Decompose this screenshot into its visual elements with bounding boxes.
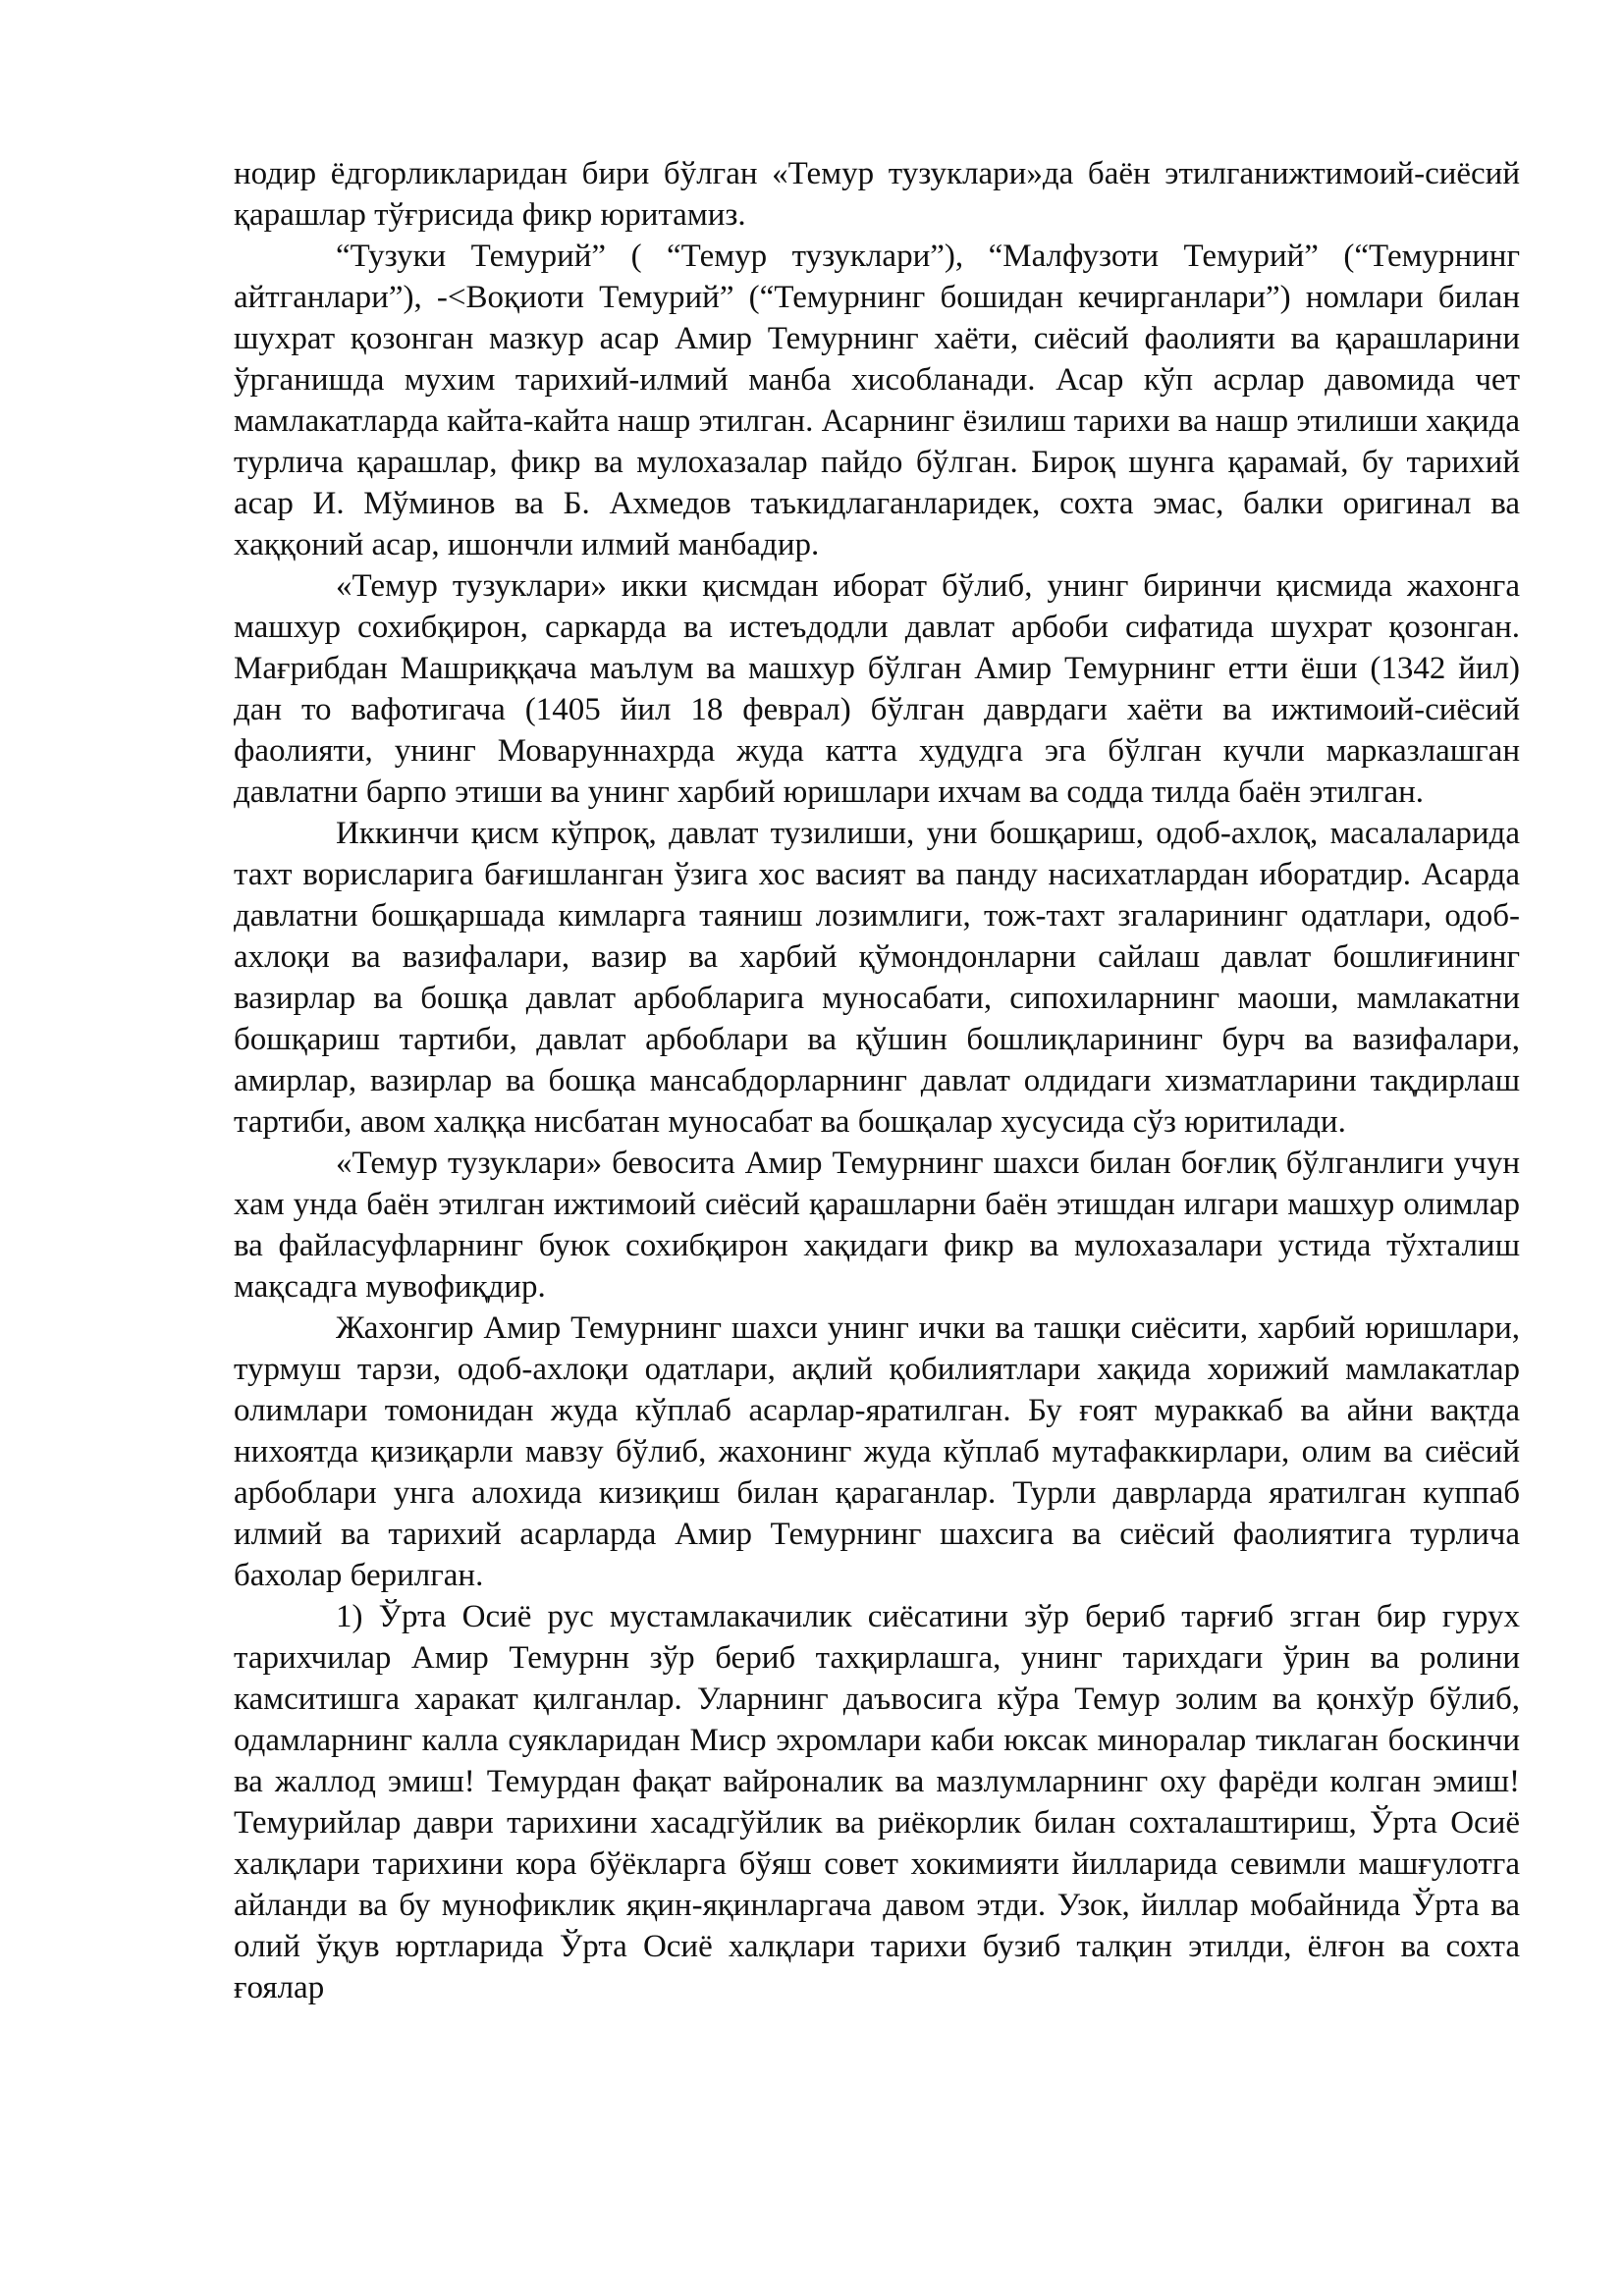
body-text	[234, 153, 1520, 2008]
paragraph-continuation: нодир ёдгорликларидан бири бўлган «Темур тузуклари»да баён этилганижтимоий-сиёсий қарашлар тўғрисида фикр юритамиз.	[234, 156, 1520, 233]
paragraph-foreign-scholars: Жахонгир Амир Темурнинг шахси унинг ички ва ташқи сиёсити, харбий юришлари, турмуш тарзи, одоб-ахлоқи одатлари, ақлий қобилиятлари хақида хорижий мамлакатлар олимлари томонидан жуда кўплаб асарлар-яратилган. Бу ғоят мураккаб ва айни вақтда нихоятда қизиқарли мавзу бўлиб, жахонинг жуда кўплаб мутафаккирлари, олим ва сиёсий арбоблари унга алохида кизиқиш билан қараганлар. Турли даврларда яратилган куппаб илмий ва тарихий асарларда Амир Темурнинг шахсига ва сиёсий фаолиятига турлича бахолар берилган.	[234, 1310, 1520, 1593]
paragraph-tuzuki-names: “Тузуки Темурий” ( “Темур тузуклари”), “Малфузоти Темурий” (“Темурнинг айтганлари”), -<Воқиоти Темурий” (“Темурнинг бошидан кечирганлари”) номлари билан шухрат қозонган мазкур асар Амир Темурнинг хаёти, сиёсий фаолияти ва қарашларини ўрганишда мухим тарихий-илмий манба хисобланади. Асар кўп асрлар давомида чет мамлакатларда кайта-кайта нашр этилган. Асарнинг ёзилиш тарихи ва нашр этилиши хақида турлича қарашлар, фикр ва мулохазалар пайдо бўлган. Бироқ шунга қарамай, бу тарихий асар И. Мўминов ва Б. Ахмедов таъкидлаганларидек, сохта эмас, балки оригинал ва хаққоний асар, ишончли илмий манбадир.	[234, 239, 1520, 562]
paragraph-two-parts: «Темур тузуклари» икки қисмдан иборат бўлиб, унинг биринчи қисмида жахонга машхур сохибқирон, саркарда ва истеъдодли давлат арбоби сифатида шухрат қозонган. Мағрибдан Машриққача маълум ва машхур бўлган Амир Темурнинг етти ёши (1342 йил) дан то вафотигача (1405 йил 18 феврал) бўлган даврдаги хаёти ва ижтимоий-сиёсий фаолияти, унинг Моваруннахрда жуда катта худудга эга бўлган кучли марказлашган давлатни барпо этиши ва унинг харбий юришлари ихчам ва содда тилда баён этилган.	[234, 568, 1520, 810]
paragraph-personality: «Темур тузуклари» бевосита Амир Темурнинг шахси билан боғлиқ бўлганлиги учун хам унда баён этилган ижтимоий сиёсий қарашларни баён этишдан илгари машхур олимлар ва файласуфларнинг буюк сохибқирон хақидаги фикр ва мулохазалари устида тўхталиш мақсадга мувофиқдир.	[234, 1146, 1520, 1305]
paragraph-second-part: Иккинчи қисм кўпроқ, давлат тузилиши, уни бошқариш, одоб-ахлоқ, масалаларида тахт ворисларига бағишланган ўзига хос васият ва панду насихатлардан иборатдир. Асарда давлатни бошқаршада кимларга таяниш лозимлиги, тож-тахт згаларининг одатлари, одоб-ахлоқи ва вазифалари, вазир ва харбий қўмондонларни сайлаш давлат бошлиғининг вазирлар ва бошқа давлат арбобларига муносабати, сипохиларнинг маоши, мамлакатни бошқариш тартиби, давлат арбоблари ва қўшин бошлиқларининг бурч ва вазифалари, амирлар, вазирлар ва бошқа мансабдорларнинг давлат олдидаги хизматларини тақдирлаш тартиби, авом халққа нисбатан муносабат ва бошқалар хусусида сўз юритилади.	[234, 816, 1520, 1140]
paragraph-colonial-historians: 1) Ўрта Осиё рус мустамлакачилик сиёсатини зўр бериб тарғиб згган бир гурух тарихчилар Амир Темурнн зўр бериб тахқирлашга, унинг тарихдаги ўрин ва ролини камситишга харакат қилганлар. Уларнинг даъвосига кўра Темур золим ва қонхўр бўлиб, одамларнинг калла суякларидан Миср эхромлари каби юксак миноралар тиклаган боскинчи ва жаллод эмиш! Темурдан фақат вайроналик ва мазлумларнинг оху фарёди колган эмиш! Темурийлар даври тарихини хасадгўйлик ва риёкорлик билан сохталаштириш, Ўрта Осиё халқлари тарихини кора бўёкларга бўяш совет хокимияти йилларида севимли машғулотга айланди ва бу мунофиклик яқин-яқинларгача давом этди. Узок, йиллар мобайнида Ўрта ва олий ўқув юртларида Ўрта Осиё халқлари тарихи бузиб талқин этилди, ёлғон ва сохта ғоялар	[234, 1599, 1520, 2005]
